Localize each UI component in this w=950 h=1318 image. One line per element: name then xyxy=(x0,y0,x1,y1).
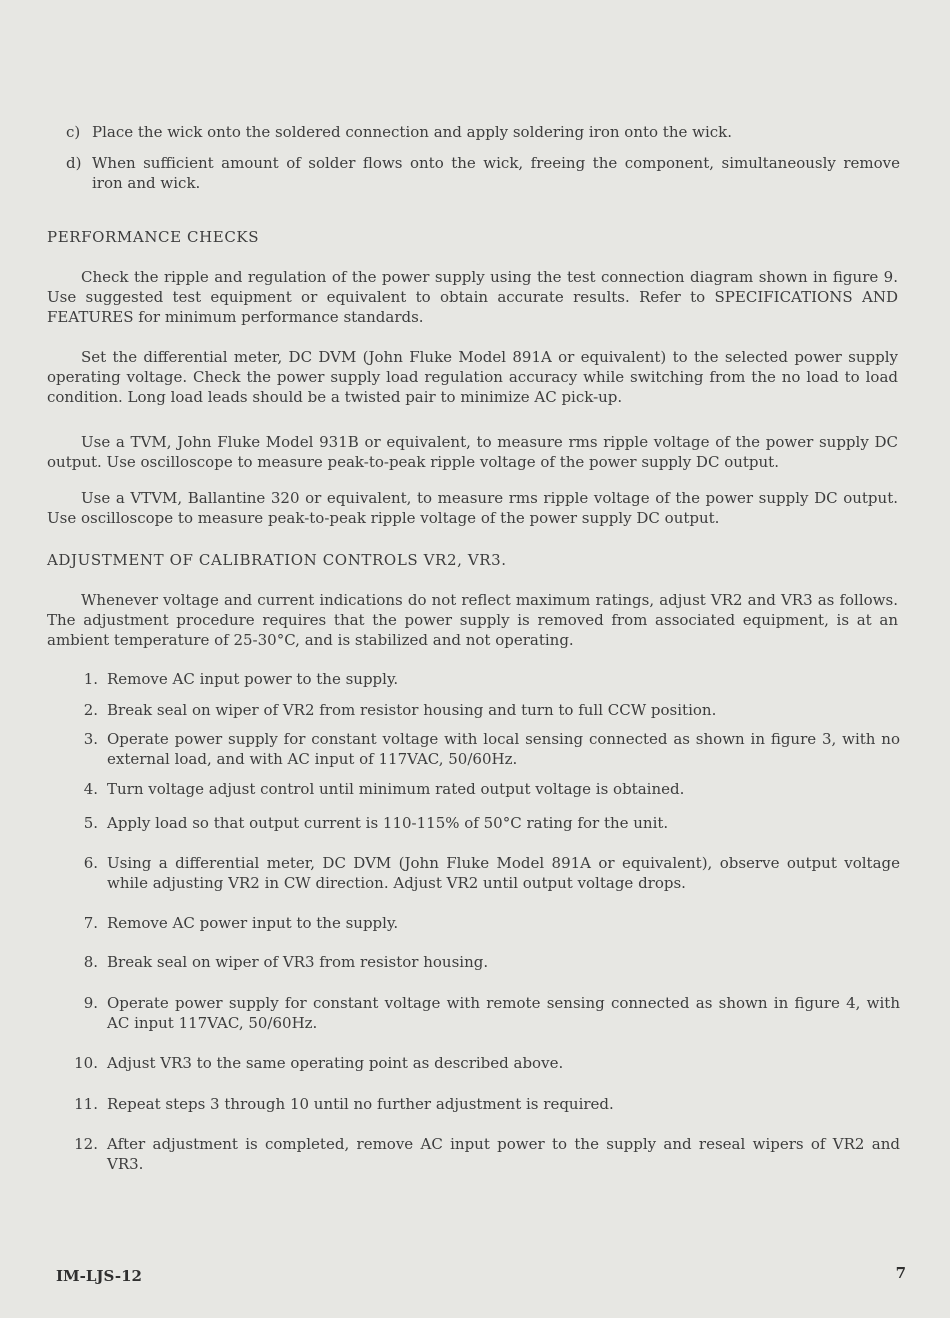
step-c xyxy=(66,122,900,142)
adjustment-step xyxy=(70,952,900,972)
step-label: c) xyxy=(66,123,81,141)
adjustment-step xyxy=(70,729,900,769)
adjustment-step xyxy=(70,1094,900,1114)
performance-checks-heading: PERFORMANCE CHECKS xyxy=(47,228,260,246)
step-text: Remove AC power input to the supply. xyxy=(107,914,399,932)
step-text: Break seal on wiper of VR3 from resistor housing. xyxy=(107,953,489,971)
adjustment-step xyxy=(70,813,900,833)
document-id: IM-LJS-12 xyxy=(56,1267,142,1285)
adjustment-step xyxy=(70,669,900,689)
step-number: 3. xyxy=(83,730,98,748)
step-text: Repeat steps 3 through 10 until no further adjustment is required. xyxy=(107,1095,614,1113)
step-text: Operate power supply for constant voltage with remote sensing connected as shown in figure 4, with AC input 117VAC, 50/60Hz. xyxy=(107,994,900,1032)
step-number: 5. xyxy=(83,814,98,832)
step-number: 2. xyxy=(83,701,98,719)
step-number: 9. xyxy=(83,994,98,1012)
step-text: After adjustment is completed, remove AC input power to the supply and reseal wipers of VR2 and VR3. xyxy=(107,1135,900,1173)
performance-paragraph: Check the ripple and regulation of the power supply using the test connection diagram shown in figure 9. Use suggested test equipment or equivalent to obtain accurate results. Refer to SPECIFICATIONS AND FEATURES for minimum performance standards. xyxy=(47,268,898,326)
step-text: When sufficient amount of solder flows onto the wick, freeing the component, simultaneously remove iron and wick. xyxy=(92,154,900,192)
step-number: 4. xyxy=(83,780,98,798)
adjustment-step xyxy=(70,853,900,893)
adjustment-heading: ADJUSTMENT OF CALIBRATION CONTROLS VR2, VR3. xyxy=(47,551,507,569)
step-d xyxy=(66,153,900,193)
step-label: d) xyxy=(66,154,82,172)
step-text: Apply load so that output current is 110-115% of 50°C rating for the unit. xyxy=(107,814,669,832)
adjustment-step xyxy=(70,993,900,1033)
performance-paragraph: Use a VTVM, Ballantine 320 or equivalent, to measure rms ripple voltage of the power supply DC output. Use oscilloscope to measure peak-to-peak ripple voltage of the power supply DC output. xyxy=(47,489,898,527)
step-text: Break seal on wiper of VR2 from resistor housing and turn to full CCW position. xyxy=(107,701,717,719)
step-text: Turn voltage adjust control until minimum rated output voltage is obtained. xyxy=(107,780,685,798)
step-number: 8. xyxy=(83,953,98,971)
adjustment-step xyxy=(70,1134,900,1174)
performance-paragraph: Set the differential meter, DC DVM (John Fluke Model 891A or equivalent) to the selected power supply operating voltage. Check the power supply load regulation accuracy while switching from the no load to load condition. Long load leads should be a twisted pair to minimize AC pick-up. xyxy=(47,348,898,406)
adjustment-step xyxy=(70,1053,900,1073)
step-number: 11. xyxy=(74,1095,98,1113)
adjustment-step xyxy=(70,779,900,799)
adjustment-intro: Whenever voltage and current indications do not reflect maximum ratings, adjust VR2 and VR3 as follows. The adjustment procedure requires that the power supply is removed from associated equipment, is at an ambient temperature of 25-30°C, and is stabilized and not operating. xyxy=(47,591,898,649)
step-text: Using a differential meter, DC DVM (John Fluke Model 891A or equivalent), observe output voltage while adjusting VR2 in CW direction. Adjust VR2 until output voltage drops. xyxy=(107,854,900,892)
step-text: Operate power supply for constant voltage with local sensing connected as shown in figure 3, with no external load, and with AC input of 117VAC, 50/60Hz. xyxy=(107,730,900,768)
adjustment-step xyxy=(70,913,900,933)
step-number: 12. xyxy=(74,1135,98,1153)
step-text: Adjust VR3 to the same operating point as described above. xyxy=(107,1054,564,1072)
performance-paragraph: Use a TVM, John Fluke Model 931B or equivalent, to measure rms ripple voltage of the power supply DC output. Use oscilloscope to measure peak-to-peak ripple voltage of the power supply DC output. xyxy=(47,433,898,471)
step-number: 6. xyxy=(83,854,98,872)
step-number: 7. xyxy=(83,914,98,932)
step-number: 1. xyxy=(83,670,98,688)
step-text: Remove AC input power to the supply. xyxy=(107,670,399,688)
adjustment-step xyxy=(70,700,900,720)
page-number: 7 xyxy=(895,1264,906,1282)
step-number: 10. xyxy=(74,1054,98,1072)
step-text: Place the wick onto the soldered connection and apply soldering iron onto the wick. xyxy=(92,123,733,141)
